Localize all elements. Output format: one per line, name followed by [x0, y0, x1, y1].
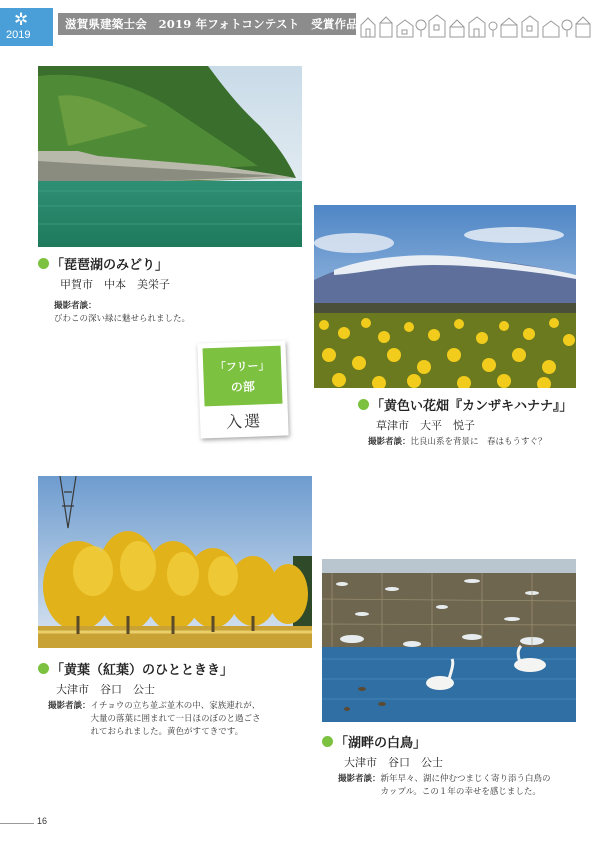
header-bar [58, 13, 382, 35]
bullet-dot-icon [358, 399, 369, 410]
comment-label: 撮影者談： [48, 701, 91, 711]
caption-lake [38, 254, 190, 326]
award-card [197, 340, 288, 438]
entry-title-text: 「黄葉（紅葉）のひとときき」 [51, 663, 234, 678]
entry-title [322, 732, 551, 751]
entry-author: 甲賀市 中本 美栄子 [60, 278, 170, 291]
page-title: 滋賀県建築士会 2019 年フォトコンテスト 受賞作品発表 [65, 17, 382, 31]
caption-rapeseed [358, 395, 573, 449]
entry-title-text: 「黄色い花畑『カンザキハナナ』」 [371, 399, 573, 414]
comment-line: 新年早々、湖に仲むつまじく寄り添う白鳥の [380, 774, 551, 784]
caption-swans [322, 732, 551, 799]
entry-title-text: 「琵琶湖のみどり」 [51, 258, 169, 273]
entry-title [38, 254, 190, 273]
comment-line: カップル。この１年の幸せを感じました。 [380, 787, 541, 797]
logo-icon: ✲ [14, 10, 29, 30]
entry-author: 大津市 谷口 公士 [56, 683, 155, 696]
houses-decoration-icon [359, 11, 599, 39]
entry-comment [48, 700, 261, 739]
caption-ginkgo [38, 659, 261, 739]
comment-line: イチョウの立ち並ぶ並木の中、家族連れが、 [90, 701, 261, 711]
entry-author: 大津市 谷口 公士 [344, 756, 443, 769]
comment-label: 撮影者談： [338, 774, 381, 784]
comment-line: れておられました。黄色がすてきです。 [90, 727, 244, 737]
entry-comment [368, 436, 573, 449]
comment-label: 撮影者談： [368, 437, 411, 447]
bullet-dot-icon [38, 663, 49, 674]
entry-title-text: 「湖畔の白鳥」 [335, 736, 427, 751]
photo-rapeseed-field [314, 205, 576, 388]
comment-text: びわこの深い緑に魅せられました。 [54, 314, 191, 324]
bullet-dot-icon [322, 736, 333, 747]
comment-line: 大量の落葉に囲まれて一日ほのぼのと過ごさ [90, 714, 261, 724]
page-rule [0, 823, 34, 824]
entry-comment [338, 773, 551, 799]
award-category-line2: の部 [230, 379, 256, 395]
page-number: 16 [37, 816, 48, 826]
entry-title [38, 659, 261, 678]
photo-lake-green [38, 66, 302, 247]
award-category-line1: 「フリー」 [214, 359, 270, 374]
badge-year: 2019 [6, 29, 31, 41]
comment-label: 撮影者談： [54, 301, 97, 311]
photo-swans [322, 559, 576, 722]
entry-author: 草津市 大平 悦子 [376, 419, 475, 432]
comment-text: 比良山系を背景に 春はもうすぐ？ [410, 437, 547, 447]
bullet-dot-icon [38, 258, 49, 269]
entry-comment [54, 300, 190, 326]
award-prize: 入選 [225, 411, 263, 432]
photo-ginkgo-trees [38, 476, 312, 648]
award-category-box [203, 346, 283, 407]
issue-badge [0, 8, 53, 46]
entry-title [358, 395, 573, 414]
